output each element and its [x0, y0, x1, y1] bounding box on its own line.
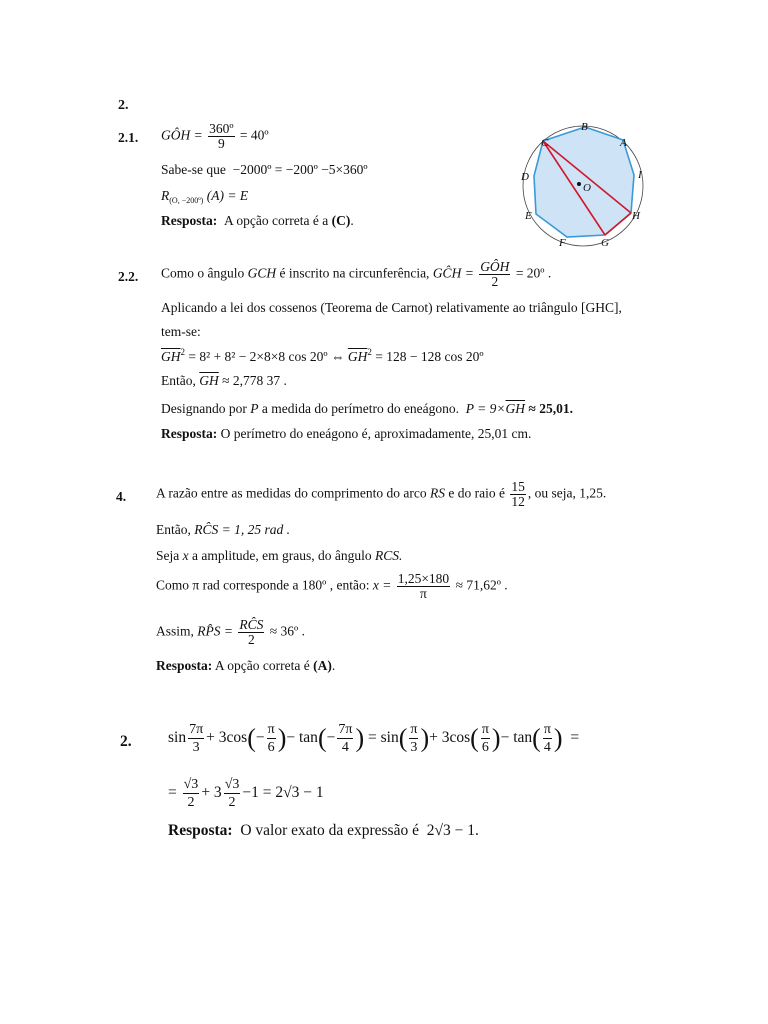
- line-sabe-se: Sabe-se que −2000º = −200º −5×360º: [161, 162, 368, 177]
- answer-2-2: Resposta: O perímetro do eneágono é, aproximadamente, 25,01 cm.: [161, 426, 532, 441]
- line-tem-se: tem-se:: [161, 324, 201, 339]
- equation-gh-squared: $\overline{GH}^2 = 8^2 + 8^2 - 2\times 8\times 8$ cos 20º ⇔ $\overline{GH}^2 = 128 - 128$ cos 20º: [161, 347, 484, 364]
- trig-simplified: = $\frac{√3}{2}$ + 3 $\frac{√3}{2}$ −1 = 2√3 − 1: [168, 777, 324, 810]
- item-number-2-2: 2.2.: [118, 269, 139, 284]
- line-gh-value: Então, $\overline{GH} \approx 2,778$ 37 .: [161, 373, 287, 388]
- line-carnot: Aplicando a lei dos cossenos (Teorema de Carnot) relativamente ao triângulo [GHC],: [161, 300, 622, 315]
- label-g: G: [601, 237, 609, 249]
- answer-2b: Resposta: O valor exato da expressão é 2√3 − 1.: [168, 822, 479, 839]
- item-number-4: 4.: [116, 489, 127, 504]
- label-o: O: [583, 182, 591, 194]
- label-a: A: [620, 137, 627, 149]
- answer-4: Resposta: A opção correta é (A).: [156, 658, 336, 673]
- nonagon-figure: [510, 118, 660, 253]
- center-point: [577, 182, 581, 186]
- label-c: C: [541, 137, 549, 149]
- label-h: H: [632, 210, 640, 222]
- line-x-degrees: Como π rad corresponde a 180º , então: x = $\frac{1,25\times 180}{\pi}$ ≈ 71,62º .: [156, 571, 508, 601]
- label-i: I: [638, 169, 642, 181]
- label-b: B: [581, 121, 588, 133]
- line-inscribed-angle: Como o ângulo GCH é inscrito na circunferência, GĈH = $\frac{\text{GÔH}}{2}$ = 20º .: [161, 259, 552, 289]
- trig-expression: sin $\frac{7\pi}{3}$ + 3cos(− $\frac{\pi}{6}$ )− tan(− $\frac{7\pi}{4}$ ) = sin( $\frac{\pi}{3}$ )+ 3cos( $\frac{\pi}{6}$ )− tan( $\frac{\pi}{4}$ ) =: [168, 722, 580, 755]
- line-ratio: A razão entre as medidas do comprimento do arco RS e do raio é $\frac{15}{12}$ , ou seja, 1,25.: [156, 479, 607, 509]
- line-seja-x: Seja x a amplitude, em graus, do ângulo RCS.: [156, 548, 403, 563]
- line-rps: Assim, RP̂S = $\frac{\text{RĈS}}{2}$ ≈ 36º .: [156, 617, 305, 647]
- rotation-equation: $R_{(O, -200º)}$ (A) = E: [161, 188, 249, 205]
- item-number-2b: 2.: [120, 733, 132, 750]
- equation-goh: GÔH = $\frac{\text{360º}}{9}$ = 40º: [161, 121, 269, 151]
- line-rcs-rad: Então, RĈS = 1, 25 rad .: [156, 522, 290, 537]
- label-f: F: [559, 237, 566, 249]
- answer-2-1: Resposta: A opção correta é a (C).: [161, 213, 354, 228]
- label-e: E: [525, 210, 532, 222]
- label-d: D: [521, 171, 529, 183]
- section-number: 2.: [118, 98, 129, 113]
- item-number-2-1: 2.1.: [118, 130, 139, 145]
- line-perimeter: Designando por P a medida do perímetro do eneágono. $P = 9\times\overline{GH} \approx 25,01$.: [161, 401, 573, 416]
